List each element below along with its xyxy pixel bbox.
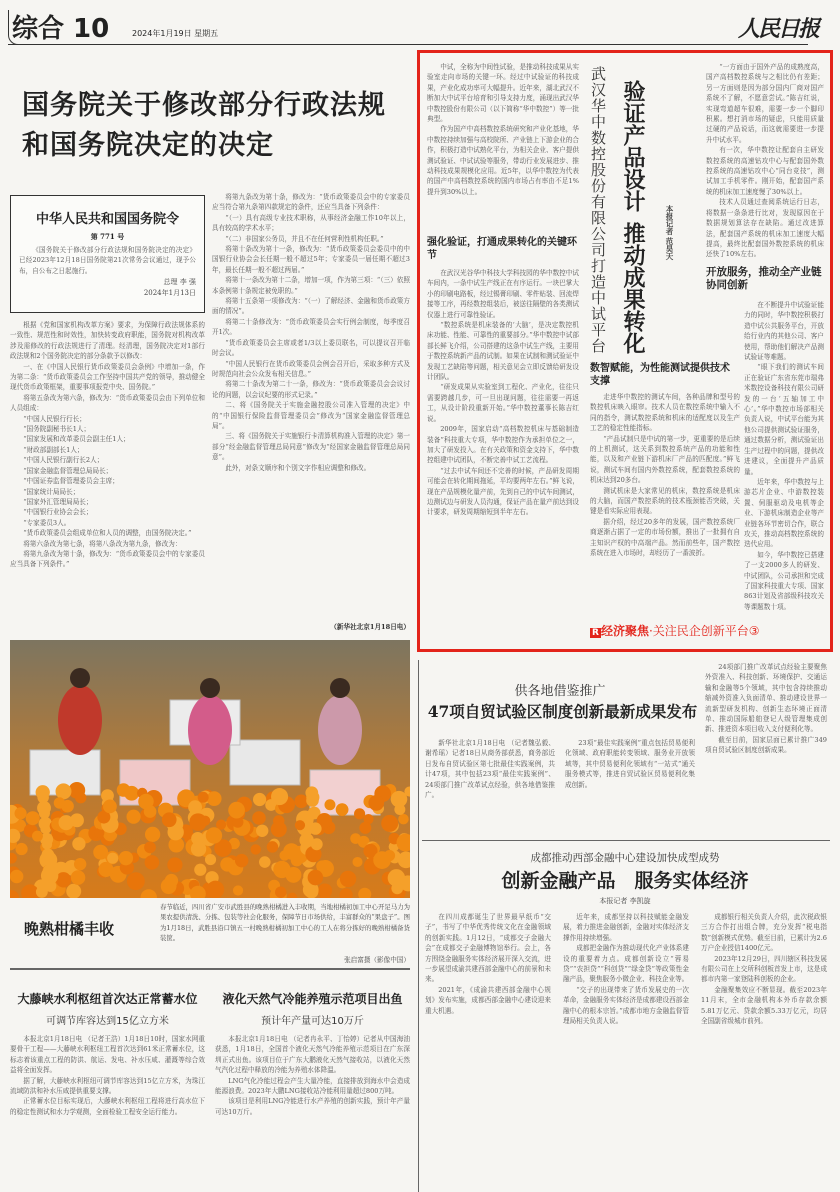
paragraph: 在四川成都诞生了世界最早纸币“交子”，书写了中华优秀传统文化在金融领域的创新实践。1月12日，“成都交子金融大会”在成都交子金融博物馆举行。会上，各方围绕金融服务实体经济展开深入交流，进一步展望成渝共建西部金融中心的前景和未来。 — [425, 913, 551, 984]
paragraph: “过去中试车间还不完善的时候，产品研发周期可能会在转化期间拖延，平均要两年左右。”鲜飞说，现在产品规模化量产前，先到自己的中试车间测试，边测试边与研发人员沟通，保证产品在量产前达到设计要求，研发周期缩短到半年左右。 — [427, 466, 579, 517]
paragraph: 走进华中数控的测试车间，各种品牌和型号的数控机床映入眼帘。技术人员在数控系统中输入不同的指令，测试数控系统和机床的适配度以及生产工艺的稳定性能指标。 — [590, 393, 740, 433]
orange — [206, 827, 222, 843]
orange — [72, 837, 85, 850]
orange — [295, 820, 305, 830]
orange — [45, 880, 57, 892]
orange — [198, 792, 209, 803]
orange — [165, 874, 178, 887]
orange — [207, 791, 222, 806]
featured-byline: 本报记者 范昊天 — [665, 205, 674, 261]
paragraph: 新华社北京1月18日电 （记者魏弘毅、谢希瑶）记者18日从商务部获悉，商务部近日发布自贸试验区第七批最佳实践案例，共计47项，其中包括23项“最佳实践案例”、24项部门推广改革试点经验，供各地借鉴推广。 — [425, 739, 555, 800]
newspaper-logo: 人民日报 — [737, 16, 818, 42]
worker-head — [70, 668, 90, 688]
paragraph: 成都银行相关负责人介绍，此次税政银三方合作打出组合牌，充分发挥“税电指数”创新模式优势。截至目前，已累计为2.6万户企业授信1400亿元。 — [701, 913, 827, 953]
orange — [235, 854, 248, 867]
paragraph: 近年来，华中数控与上游芯片企业、中游数控装置、伺服驱动及电机等企业、下游机床制造企业等产业链各环节密切合作，联合攻关，推动高档数控系统的迭代应用。 — [744, 477, 824, 549]
orange — [207, 881, 225, 898]
paragraph: “国家统计局局长； — [23, 487, 80, 496]
paragraph: 正常蓄水位目标实现后，大藤峡水利枢纽工程将进行高水位下的稳定性测试和水力学观测，全面检验工程安全运行能力。 — [10, 1097, 205, 1116]
paragraph: “数控系统是机床装备的‘大脑’，是决定数控机床功能、性能、可靠性的重要部分。”华中数控中试部部长鲜飞介绍，公司搭建的这条中试生产线，主要用于数控系统新产品的试制。如果在试制和测试验证中发现工艺缺陷等问题，相关意见会立即反馈给研发设计团队。 — [427, 321, 579, 382]
paragraph: “国务院副秘书长1人； — [23, 425, 91, 434]
dam-subheadline: 可调节库容达到15亿立方米 — [46, 1016, 169, 1027]
orange — [398, 814, 408, 824]
lng-subheadline: 预计年产量可达10万斤 — [261, 1016, 364, 1027]
chengdu-article-body — [425, 912, 827, 1190]
paragraph: “国家发展和改革委员会副主任1人； — [23, 435, 130, 444]
orange — [66, 884, 81, 898]
worker — [318, 695, 362, 765]
orange — [103, 799, 117, 813]
orange — [253, 793, 266, 806]
column-rule — [418, 660, 419, 1192]
paragraph: 根据《党和国家机构改革方案》要求，为保障行政法规体系的一致性、规范性和时效性，加快转变政府职能，国务院对机构改革涉及需修改的行政法规进行了清理。经清理，国务院决定对1部行政法规和2个国务院决定的部分条款予以修改： — [10, 321, 205, 361]
paragraph: 将第九条改为第十条，修改为：“货币政策委员会中的专家委员应当符合第九条第四款规定的条件，还应当具备下列条件： — [212, 193, 410, 212]
orange — [107, 853, 118, 864]
paragraph: “眼下我们的测试车间正在验证广东省东莞市瑞弗米数控设备科技有限公司研发的一台‘五轴加工中心’。”华中数控市场部相关负责人说，中试平台能为其他公司提供测试验证服务，通过数据分析，测试验证出生产过程中的问题，提供改进建议，全面提升产品质量。 — [744, 363, 824, 476]
featured-title-2: 推动成果转化 — [620, 222, 646, 354]
column-tag: 经济聚焦 — [600, 624, 649, 638]
orange — [42, 839, 52, 849]
orange — [162, 812, 177, 827]
section-title: 综合 10 — [12, 14, 110, 44]
orange — [287, 893, 297, 898]
orange — [279, 850, 289, 860]
orange — [381, 815, 398, 832]
orange — [40, 823, 51, 834]
orange — [144, 805, 157, 818]
paragraph: “（二）非国家公务员，并且不在任何营利性机构任职。” — [225, 234, 384, 243]
orange — [59, 815, 74, 830]
orange — [126, 810, 140, 824]
photo-illustration — [10, 640, 410, 898]
paragraph: 2023年12月29日，四川辖区科技发展有限公司在上交所科创板首发上市，这是成都市内第一家登陆科创板的企业。 — [701, 954, 827, 984]
orange — [26, 811, 40, 825]
orange — [267, 841, 278, 852]
section-divider — [10, 968, 410, 970]
orange — [256, 825, 268, 837]
lead-article-col1 — [10, 320, 205, 632]
orange — [56, 783, 72, 799]
paragraph: “中国人民银行行长； — [23, 414, 86, 423]
paragraph: 2009年，国家启动“高档数控机床与基础制造装备”科技重大专项，华中数控作为承担单位之一，加大了研发投入。在有关政策和资金支持下，华中数控组建中试团队，不断完善中试工艺流程。 — [427, 425, 579, 465]
citrus-harvest-photo — [10, 640, 410, 898]
paragraph: 将第六条改为第七条，将第八条改为第九条，修改为： — [23, 539, 182, 548]
chengdu-headline: 创新金融产品 服务实体经济 — [501, 870, 749, 892]
paragraph: 在不断提升中试验证能力的同时，华中数控积极打造中试公共服务平台，开放给行业内的其他公司、客户使用，帮助他们解决产品测试验证等难题。 — [744, 301, 824, 362]
order-number: 第 771 号 — [90, 232, 125, 241]
worker — [188, 695, 232, 765]
orange — [308, 870, 324, 886]
paragraph: 金融聚集效应不断显现。截至2023年11月末，全市金融机构本外币存款余额5.81万亿元、贷款余额5.33万亿元，均居全国副省级城市前列。 — [701, 985, 827, 1026]
photo-title: 晚熟柑橘丰收 — [24, 920, 115, 938]
section-divider-2 — [422, 840, 830, 841]
orange — [10, 890, 19, 898]
orange — [358, 888, 371, 898]
featured-intro — [427, 62, 579, 234]
paragraph: “研发成果从实验室到工程化、产业化，往往只需要跨越几步，可一旦出现问题，往往需要一再返工，从设计阶段重新开始。”华中数控董事长陈吉红说。 — [427, 383, 579, 423]
dam-headline: 大藤峡水利枢纽首次达正常蓄水位 — [17, 992, 198, 1006]
rmrb-r-icon: R — [592, 628, 599, 638]
featured-right-col — [706, 62, 824, 258]
paragraph: 将第十一条改为第十二条，增加一项，作为第三项：“（三）依照本条例第十条规定被免职的。” — [212, 276, 410, 295]
orange — [98, 862, 113, 877]
paragraph: 截至目前，国家层面已累计推广349项自贸试验区制度创新成果。 — [705, 735, 827, 755]
orange — [200, 816, 210, 826]
paragraph: 本报北京1月18日电 （记者王浩）1月18日10时，国家水网重要骨干工程——大藤峡水利枢纽工程首次达到61米正常蓄水位，这标志着该重点工程的防洪、航运、发电、补水压咸、灌溉等综合效益将全面发挥。 — [10, 1035, 205, 1075]
paragraph: 测试机床是大家常见的机床，数控系统是机床的大脑，而国产数控系统的技术瓶颈能否突破，关键是看实际应用表现。 — [590, 486, 740, 516]
paragraph: 23项“最佳实践案例”重点包括贸易便利化领域、政府职能转变领域、服务业开放领域等，其中贸易便利化领域有“一站式”通关服务模式等，推进自贸试验区贸易便利化集成创新。 — [565, 739, 695, 789]
paragraph: 技术人员通过查阅系统运行日志，将数据一条条进行比对，发现原因在于数据规划算法存在缺陷。通过改进算法，配套国产系统的机床加工速度大幅提高，最终比配套国外数控系统的机床还快了10%左右。 — [706, 198, 824, 258]
orange — [306, 794, 319, 807]
chengdu-byline: 本报记者 李凯旋 — [599, 897, 651, 905]
orange — [350, 833, 361, 844]
dam-article-body — [10, 1034, 205, 1189]
orange — [54, 797, 65, 808]
worker-head — [330, 678, 350, 698]
orange — [354, 808, 365, 819]
paragraph: 此外，对条文顺序和个别文字作相应调整和修改。 — [225, 463, 371, 472]
paragraph: 近年来，成都坚持以科技赋能金融发展，着力推进金融创新，金融对实体经济支撑作用持续增强。 — [563, 913, 689, 942]
column-banner — [590, 622, 760, 639]
header-divider — [8, 44, 808, 45]
orange — [259, 856, 271, 868]
paragraph: “产品试制只是中试的第一步，更重要的是后续的上机测试，这关系到数控系统产品的功能和性能，以及和产业链下游机床厂产品的匹配度。”鲜飞说，测试车间有国内外数控系统，配套数控系统的机床达到20多台。 — [590, 434, 740, 485]
featured-title-1: 验证产品设计 — [620, 80, 646, 212]
paragraph: 二、将《国务院关于实施金融控股公司准入管理的决定》中的“中国银行保险监督管理委员会”修改为“国家金融监督管理总局”。 — [212, 401, 410, 430]
orange — [145, 827, 160, 842]
featured-subheading-2: 数智赋能，为性能测试提供技术支撑 — [590, 363, 730, 387]
paragraph: 据了解，大藤峡水利枢纽可调节库容达到15亿立方米，为珠江流域防洪和补水压咸提供重要支撑。 — [10, 1076, 205, 1096]
orange — [368, 795, 384, 811]
orange — [220, 857, 234, 871]
orange — [75, 792, 86, 803]
featured-section-2 — [590, 392, 740, 610]
orange — [233, 885, 243, 895]
orange — [14, 807, 26, 819]
state-council-order-box — [10, 195, 205, 313]
worker — [58, 685, 102, 755]
orange — [191, 841, 206, 856]
orange — [394, 804, 405, 815]
paragraph: 据介绍，经过20多年的发展，国产数控系统厂商逐渐占据了一定的市场份额，推出了一批拥有自主知识产权的中高端产品。然而前些年，国产数控系统在进入市场时，却经历了一番波折。 — [590, 517, 740, 558]
photo-caption: 春节临近，四川省广安市武胜县的晚熟柑橘进入丰收期，当地柑橘初加工中心开足马力为果农提供清洗、分拣、包装等社会化服务，保障节日市场供给，丰富群众的“果盘子”。图为1月18日，武胜县沿口镇五一村晚熟柑橘初加工中心的工人在将分拣好的晚熟柑橘备货装筐。 — [160, 903, 410, 943]
paragraph: “货币政策委员会组成单位和人员的调整，由国务院决定。” — [23, 529, 192, 538]
orange — [273, 861, 290, 878]
orange — [11, 872, 21, 882]
orange — [336, 803, 349, 816]
order-signer: 总理 李 强 — [163, 278, 196, 286]
lead-article-col2 — [212, 192, 410, 608]
orange — [340, 871, 356, 887]
orange — [373, 851, 391, 869]
orange — [127, 872, 145, 890]
orange — [340, 888, 353, 898]
paragraph: “国家金融监督管理总局局长； — [23, 466, 113, 475]
paragraph: 在武汉光谷华中科技大学科技园的华中数控中试车间内，一条中试生产线正在有序运行。一块巴掌大小的印刷电路板，经过锡膏印刷、零件贴装、回流焊接等工序，再经数控组装后，被送往隔壁的各类测试仪器上进行可靠性验证。 — [427, 269, 579, 319]
paragraph: “（一）具有高级专业技术职称，从事经济金融工作10年以上，具有较高的学术水平； — [212, 213, 410, 233]
paragraph: “中国人民银行副行长2人； — [23, 456, 104, 465]
ftz-headline: 47项自贸试验区制度创新最新成果发布 — [427, 702, 698, 721]
paragraph: 该项目是利用LNG冷能进行水产养殖的创新实践，预计年产量可达10万斤。 — [215, 1097, 410, 1116]
featured-section-1 — [427, 268, 579, 622]
paragraph: 将第二十条改为第二十一条，修改为：“货币政策委员会会议讨论的问题，以会议纪要的形式记录。” — [212, 380, 410, 399]
worker-head — [200, 678, 220, 698]
order-title: 中华人民共和国国务院令 — [35, 212, 179, 227]
paragraph: 将第五条改为第六条，修改为：“货币政策委员会由下列单位和人员组成： — [10, 393, 205, 413]
crate — [230, 740, 300, 785]
lead-article-source: （新华社北京1月18日电） — [330, 623, 410, 631]
paragraph: “交子的出现带来了货币发展史的一次革命，金融服务实体经济是成都建设西部金融中心的根本宗旨。”成都市地方金融监督管理局相关负责人说。 — [563, 985, 689, 1026]
paragraph: 作为国产中高档数控系统研究和产业化基地，华中数控持续加强与高校院所、产业链上下游企业的合作，积极打造中试熟化平台，为相关企业、客户提供测试验证、中试试验等服务，带动行业发展进步、推动科技成果规模化应用。近5年，以华中数控为代表的国产中高档数控系统的国内市场占有率由不足1%提升到30%以上。 — [427, 125, 579, 196]
paragraph: 一、在《中国人民银行货币政策委员会条例》中增加一条，作为第二条：“货币政策委员会工作坚持中国共产党的领导，推动健全现代货币政策框架，重要事项报党中央、国务院。” — [10, 362, 205, 392]
paragraph: 将第二十条修改为：“货币政策委员会实行例会制度，每季度召开1次。 — [212, 317, 410, 337]
paragraph: “中国证券监督管理委员会主席； — [23, 477, 119, 486]
orange — [352, 857, 362, 867]
orange — [252, 811, 266, 825]
order-body: 《国务院关于修改部分行政法规和国务院决定的决定》已经2023年12月18日国务院第21次常务会议通过，现予公布，自公布之日起施行。 — [19, 246, 196, 275]
issue-date: 2024年1月19日 星期五 — [132, 29, 219, 38]
orange — [167, 857, 182, 872]
orange — [271, 788, 288, 805]
orange — [324, 799, 335, 810]
orange — [294, 795, 308, 809]
lng-headline: 液化天然气冷能养殖示范项目出鱼 — [222, 992, 403, 1006]
orange — [311, 838, 323, 850]
orange — [309, 822, 321, 834]
paragraph: 三、将《国务院关于实施银行卡清算机构准入管理的决定》第一部分“经金融监督管理总局同意”修改为“经国家金融监督管理总局同意”。 — [212, 432, 410, 462]
paragraph: 2021年，《成渝共建西部金融中心规划》发布实施，成都西部金融中心建设迎来重大机遇。 — [425, 985, 551, 1015]
orange — [93, 845, 108, 860]
orange — [144, 841, 156, 853]
orange — [71, 870, 86, 885]
paragraph: 本报北京1月18日电 （记者冉永平、丁怡婷）记者从中国海油获悉，1月18日，全国首个液化天然气冷能养殖示范项目在广东深圳正式出鱼。该项目位于广东大鹏液化天然气接收站，以液化天然气汽化过程中释放的冷能为养殖水体降温。 — [215, 1035, 410, 1075]
paragraph: “货币政策委员会主席或者1/3以上委员联名，可以提议召开临时会议。 — [212, 338, 410, 358]
orange — [271, 821, 287, 837]
orange — [117, 783, 131, 797]
orange — [74, 858, 86, 870]
ftz-article-body — [425, 738, 695, 836]
orange — [359, 822, 371, 834]
paragraph: 有一次，华中数控让配套自主研发数控系统的高速钻攻中心与配套国外数控系统的高速钻攻中心“同台竞技”，测试加工手机零件。刚开始，配套国产系统的机床加工速度慢了30%以上。 — [706, 146, 824, 196]
orange — [250, 844, 260, 854]
paragraph: “中国银行业协会会长； — [23, 508, 93, 517]
paragraph: 将第十五条第一项修改为：“（一）了解经济、金融和货币政策方面的情况”。 — [212, 297, 410, 316]
orange — [275, 886, 286, 897]
chengdu-kicker: 成都推动西部金融中心建设加快成型成势 — [530, 852, 720, 864]
orange — [205, 854, 216, 865]
orange — [194, 864, 206, 876]
ftz-article-right — [705, 662, 827, 834]
lead-headline: 国务院关于修改部分行政法规和国务院决定的决定 — [22, 90, 386, 161]
paragraph: “财政部副部长1人； — [23, 445, 84, 454]
paragraph: LNG气化冷能过程会产生大量冷能，直接排放到海水中会造成能源浪费。2023年大鹏LNG接收站冷能利用量超过800万吨。 — [215, 1076, 410, 1096]
featured-subheading-1: 强化验证，打通成果转化的关键环节 — [427, 237, 577, 261]
orange — [145, 855, 160, 870]
paragraph: 将第十条改为第十一条，修改为：“货币政策委员会委员中的中国银行业协会会长任期一般不超过5年；专家委员一届任期不超过3年，最长任期一般不超过两届。” — [212, 245, 410, 274]
paragraph: 中试，全称为中间性试验，是推动科技成果从实验室走向市场的关键一环。经过中试验证的科技成果，产业化成功率可大幅提升。近年来，湖北武汉不断加大中试平台培育和引导支持力度，涌现出武汉华中数控股份有限公司（以下简称“华中数控”）等一批典型。 — [427, 63, 579, 124]
photo-credit: 张启富摄（影像中国） — [344, 956, 410, 964]
orange — [10, 853, 17, 864]
order-date: 2024年1月13日 — [143, 289, 196, 297]
ftz-kicker: 供各地借鉴推广 — [514, 684, 606, 699]
featured-section-3 — [744, 300, 824, 612]
orange — [119, 851, 133, 865]
paragraph: “中国人民银行在货币政策委员会例会召开后，采取多种方式及时规范向社会公众发布相关信息。” — [212, 359, 410, 378]
paragraph: 将第九条改为第十条，修改为：“货币政策委员会中的专家委员应当具备下列条件。” — [10, 549, 205, 569]
orange — [391, 882, 403, 894]
paragraph: 成都把金融作为推动现代化产业体系建设的重要着力点。成都创新设立“蓉易贷”“农担贷”“科创贷”“绿金贷”等政策性金融产品，聚焦服务小微企业、科技企业等。 — [563, 944, 689, 984]
orange — [228, 802, 245, 819]
paragraph: “一方面由于国外产品的成熟度高，国产高档数控系统与之相比仍有差距；另一方面则是因为部分国内厂商对国产系统不了解，不愿意尝试。”陈吉红说，实现弯道超车很难，需要一步一个脚印积累。想打消市场的疑虑，只能用质量过硬的产品说话，而这就需要进一步提升中试水平。 — [706, 63, 824, 144]
featured-subheading-3: 开放服务，推动全产业链协同创新 — [706, 266, 822, 291]
paragraph: 如今，华中数控已搭建了一支2000多人的研发、中试团队，公司承担和完成了国家科技重大专项、国家863计划及省部级科技攻关等课题数十项。 — [744, 550, 824, 611]
column-name: ·关注民企创新平台③ — [648, 624, 760, 638]
paragraph: “专家委员3人。 — [23, 518, 71, 527]
featured-company-kicker: 武汉华中数控股份有限公司打造中试平台 — [589, 66, 607, 354]
orange — [32, 831, 43, 842]
lng-article-body — [215, 1034, 410, 1189]
orange — [15, 843, 27, 855]
paragraph: 24项部门推广改革试点经验主要聚焦外资准入、科技创新、环境保护、交通运输和金融等5个领域，其中包含持续推动缩减外资准入负面清单、推动建设世界一流新型研发机构、创新生态环境正面清单、推动国际船舶登记人级管理集成创新、推进资本项目收入支付便利化等。 — [705, 663, 827, 734]
paragraph: “国家外汇管理局局长； — [23, 497, 93, 506]
orange — [140, 889, 157, 898]
